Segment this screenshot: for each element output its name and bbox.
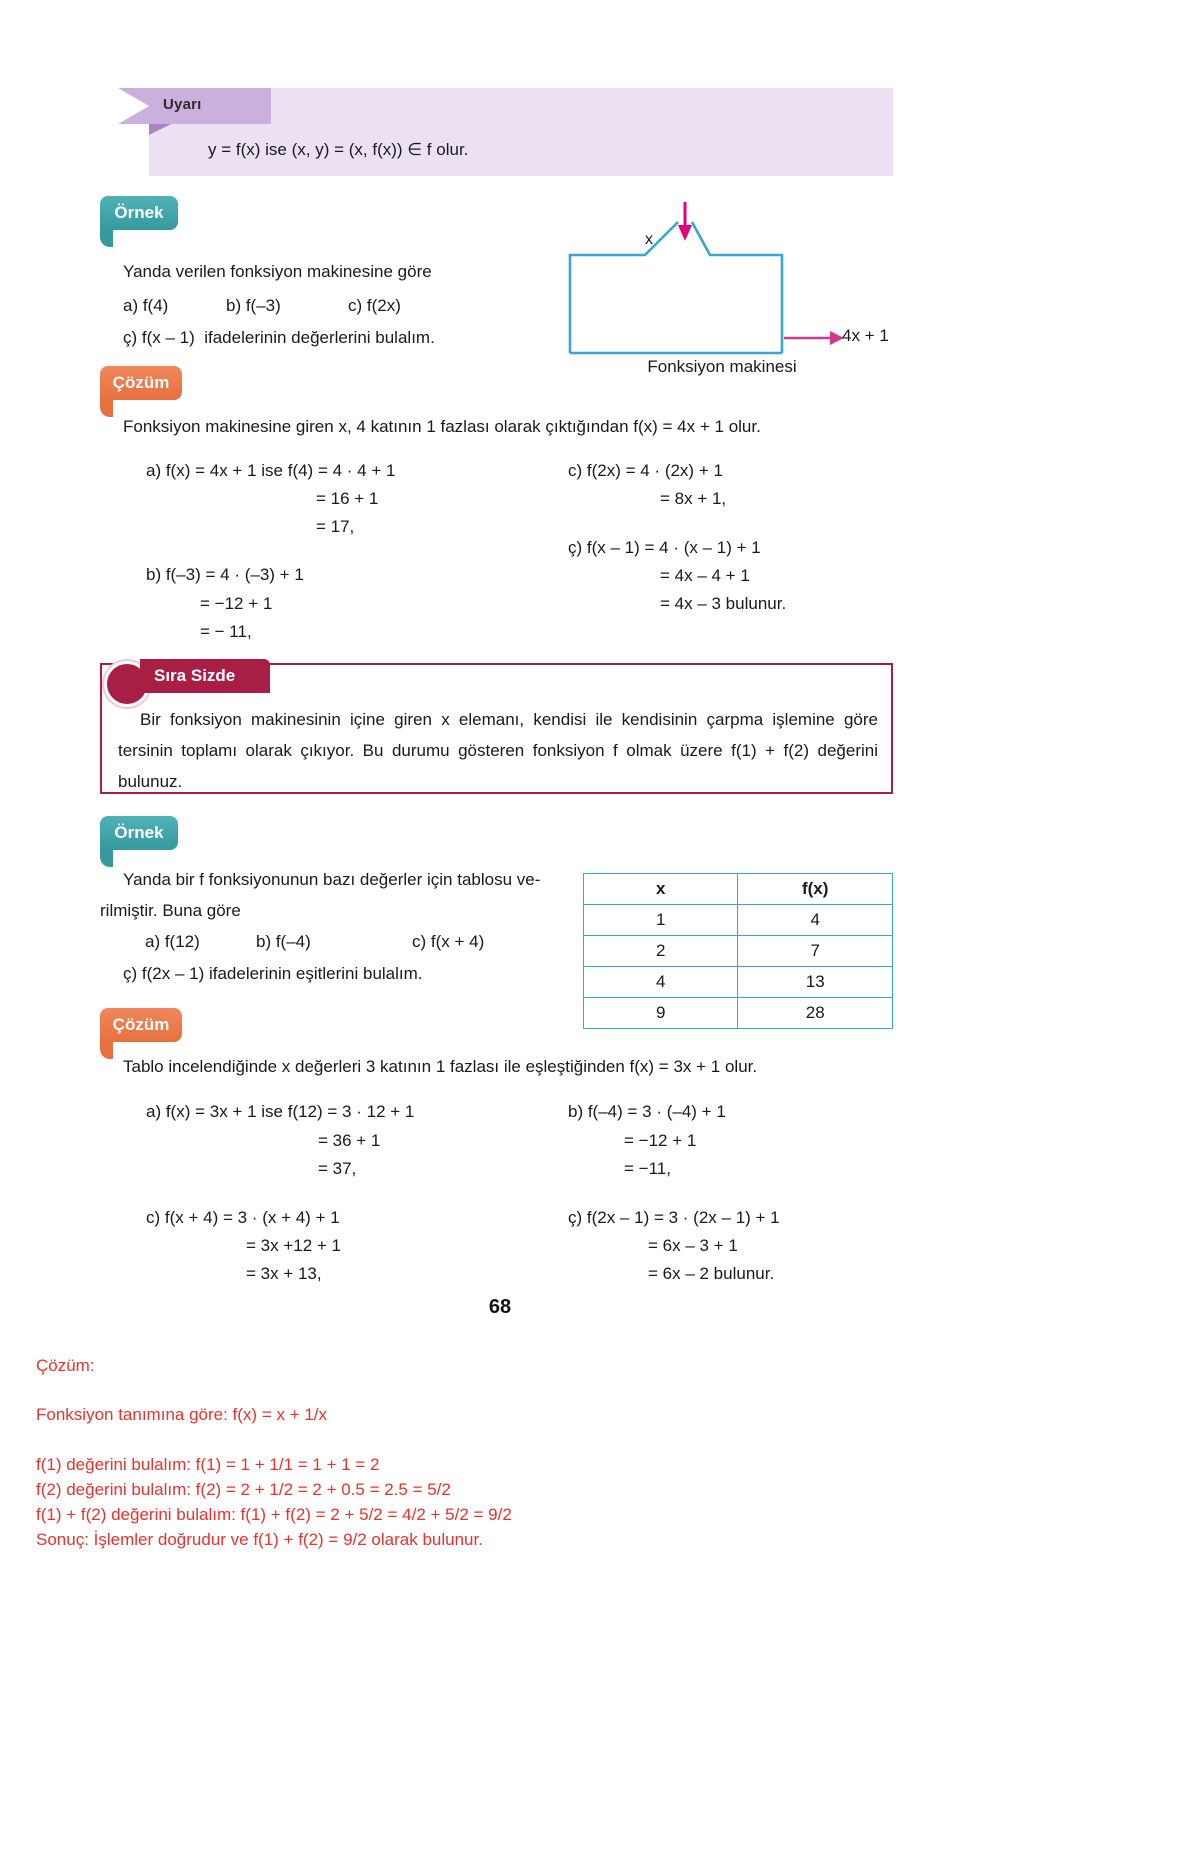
sirasizde-text-content: Bir fonksiyon makinesinin içine giren x elemanı, kendisi ile kendisinin çarpma işlemine göre tersinin toplamı olarak çıkıyor. Bu durumu gösteren fonksiyon f olmak üzere f(1) + f(2) değerini bulunuz. [118, 710, 878, 791]
example1-item-c: c) f(2x) [348, 296, 401, 315]
uyari-text: y = f(x) ise (x, y) = (x, f(x)) ∈ f olur. [208, 140, 469, 159]
solution2-a-line1: a) f(x) = 3x + 1 ise f(12) = 3 · 12 + 1 [146, 1102, 415, 1121]
table-cell-fx: 28 [738, 998, 893, 1029]
solution2-c-line1: c) f(x + 4) = 3 · (x + 4) + 1 [146, 1208, 340, 1227]
solution1-b-line2: = −12 + 1 [200, 594, 273, 613]
table-cell-x: 9 [584, 998, 738, 1029]
machine-caption: Fonksiyon makinesi [647, 357, 797, 376]
values-table [583, 873, 893, 1029]
table-row [584, 905, 893, 936]
machine-input-label: x [645, 231, 653, 248]
solution1-c2-line3: = 4x – 3 bulunur. [660, 594, 787, 613]
sirasizde-label: Sıra Sizde [154, 666, 236, 685]
machine-funnel-left [570, 222, 678, 353]
solution1-a-line2: = 16 + 1 [316, 489, 379, 508]
annotation-line-2: Fonksiyon tanımına göre: f(x) = x + 1/x [36, 1405, 328, 1424]
solution2-c2-line3: = 6x – 2 bulunur. [648, 1264, 775, 1283]
solution2-b-line2: = −12 + 1 [624, 1131, 697, 1150]
page-number: 68 [488, 1296, 512, 1318]
tab-ornek-1 [100, 196, 178, 230]
tab-cozum-2-tail [100, 1042, 113, 1059]
solution1-b-line1: b) f(–3) = 4 · (–3) + 1 [146, 565, 304, 584]
table-cell-x: 1 [584, 905, 738, 936]
table-header-x: x [584, 874, 738, 905]
example1-item-c2: ç) f(x – 1) ifadelerinin değerlerini bulalım. [123, 328, 435, 347]
example2-prompt-line1: Yanda bir f fonksiyonunun bazı değerler için tablosu ve- [123, 870, 541, 889]
example2-item-b: b) f(–4) [256, 932, 311, 951]
annotation-line-5: f(1) + f(2) değerini bulalım: f(1) + f(2) = 2 + 5/2 = 4/2 + 5/2 = 9/2 [36, 1505, 512, 1524]
example2-item-c: c) f(x + 4) [412, 932, 485, 951]
solution2-c2-line2: = 6x – 3 + 1 [648, 1236, 738, 1255]
tab-cozum-2-label: Çözüm [112, 1015, 170, 1034]
table-cell-fx: 7 [738, 936, 893, 967]
machine-output-label: 4x + 1 [842, 326, 889, 345]
table-header-row [584, 874, 893, 905]
solution2-c2-line1: ç) f(2x – 1) = 3 · (2x – 1) + 1 [568, 1208, 780, 1227]
example2-item-a: a) f(12) [145, 932, 200, 951]
solution1-c2-line1: ç) f(x – 1) = 4 · (x – 1) + 1 [568, 538, 761, 557]
uyari-fold-icon [149, 124, 171, 135]
sirasizde-tab [140, 659, 270, 693]
solution2-c-line2: = 3x +12 + 1 [246, 1236, 341, 1255]
solution2-c-line3: = 3x + 13, [246, 1264, 322, 1283]
example1-item-b: b) f(–3) [226, 296, 281, 315]
tab-cozum-2 [100, 1008, 182, 1042]
example1-item-a: a) f(4) [123, 296, 169, 315]
tab-ornek-2-tail [100, 850, 113, 867]
table-row [584, 936, 893, 967]
solution1-c2-line2: = 4x – 4 + 1 [660, 566, 750, 585]
table-cell-x: 4 [584, 967, 738, 998]
table-row [584, 998, 893, 1029]
solution1-c-line2: = 8x + 1, [660, 489, 727, 508]
solution2-b-line1: b) f(–4) = 3 · (–4) + 1 [568, 1102, 726, 1121]
example2-prompt-line2: rilmiştir. Buna göre [100, 901, 241, 920]
tab-ornek-1-tail [100, 230, 113, 247]
uyari-tab [149, 88, 271, 124]
tab-cozum-1-tail [100, 400, 113, 417]
solution1-a-line1: a) f(x) = 4x + 1 ise f(4) = 4 · 4 + 1 [146, 461, 396, 480]
sirasizde-text [118, 704, 878, 797]
annotation-line-4: f(2) değerini bulalım: f(2) = 2 + 1/2 = 2 + 0.5 = 2.5 = 5/2 [36, 1480, 451, 1499]
table-cell-x: 2 [584, 936, 738, 967]
annotation-line-6: Sonuç: İşlemler doğrudur ve f(1) + f(2) = 9/2 olarak bulunur. [36, 1530, 483, 1549]
table-header-fx: f(x) [738, 874, 893, 905]
tab-ornek-2 [100, 816, 178, 850]
uyari-label: Uyarı [163, 96, 202, 113]
solution2-b-line3: = −11, [624, 1159, 671, 1178]
solution2-intro: Tablo incelendiğinde x değerleri 3 katının 1 fazlası ile eşleştiğinden f(x) = 3x + 1 olur. [123, 1057, 758, 1076]
tab-cozum-1 [100, 366, 182, 400]
annotation-line-3: f(1) değerini bulalım: f(1) = 1 + 1/1 = 1 + 1 = 2 [36, 1455, 380, 1474]
solution1-intro: Fonksiyon makinesine giren x, 4 katının 1 fazlası olarak çıktığından f(x) = 4x + 1 olur. [123, 417, 761, 436]
table-cell-fx: 13 [738, 967, 893, 998]
machine-input-arrow-head [678, 225, 692, 241]
tab-ornek-2-label: Örnek [114, 823, 164, 842]
uyari-flag-icon [118, 88, 149, 124]
tab-cozum-1-label: Çözüm [112, 373, 170, 392]
solution1-c-line1: c) f(2x) = 4 · (2x) + 1 [568, 461, 723, 480]
solution2-a-line2: = 36 + 1 [318, 1131, 381, 1150]
solution1-a-line3: = 17, [316, 517, 355, 536]
table-row [584, 967, 893, 998]
annotation-line-1: Çözüm: [36, 1356, 95, 1375]
machine-funnel-right [692, 222, 782, 353]
solution2-a-line3: = 37, [318, 1159, 357, 1178]
example1-prompt: Yanda verilen fonksiyon makinesine göre [123, 262, 432, 281]
tab-ornek-1-label: Örnek [114, 203, 164, 222]
table-cell-fx: 4 [738, 905, 893, 936]
solution1-b-line3: = − 11, [200, 622, 252, 641]
example2-item-c2: ç) f(2x – 1) ifadelerinin eşitlerini bulalım. [123, 964, 423, 983]
